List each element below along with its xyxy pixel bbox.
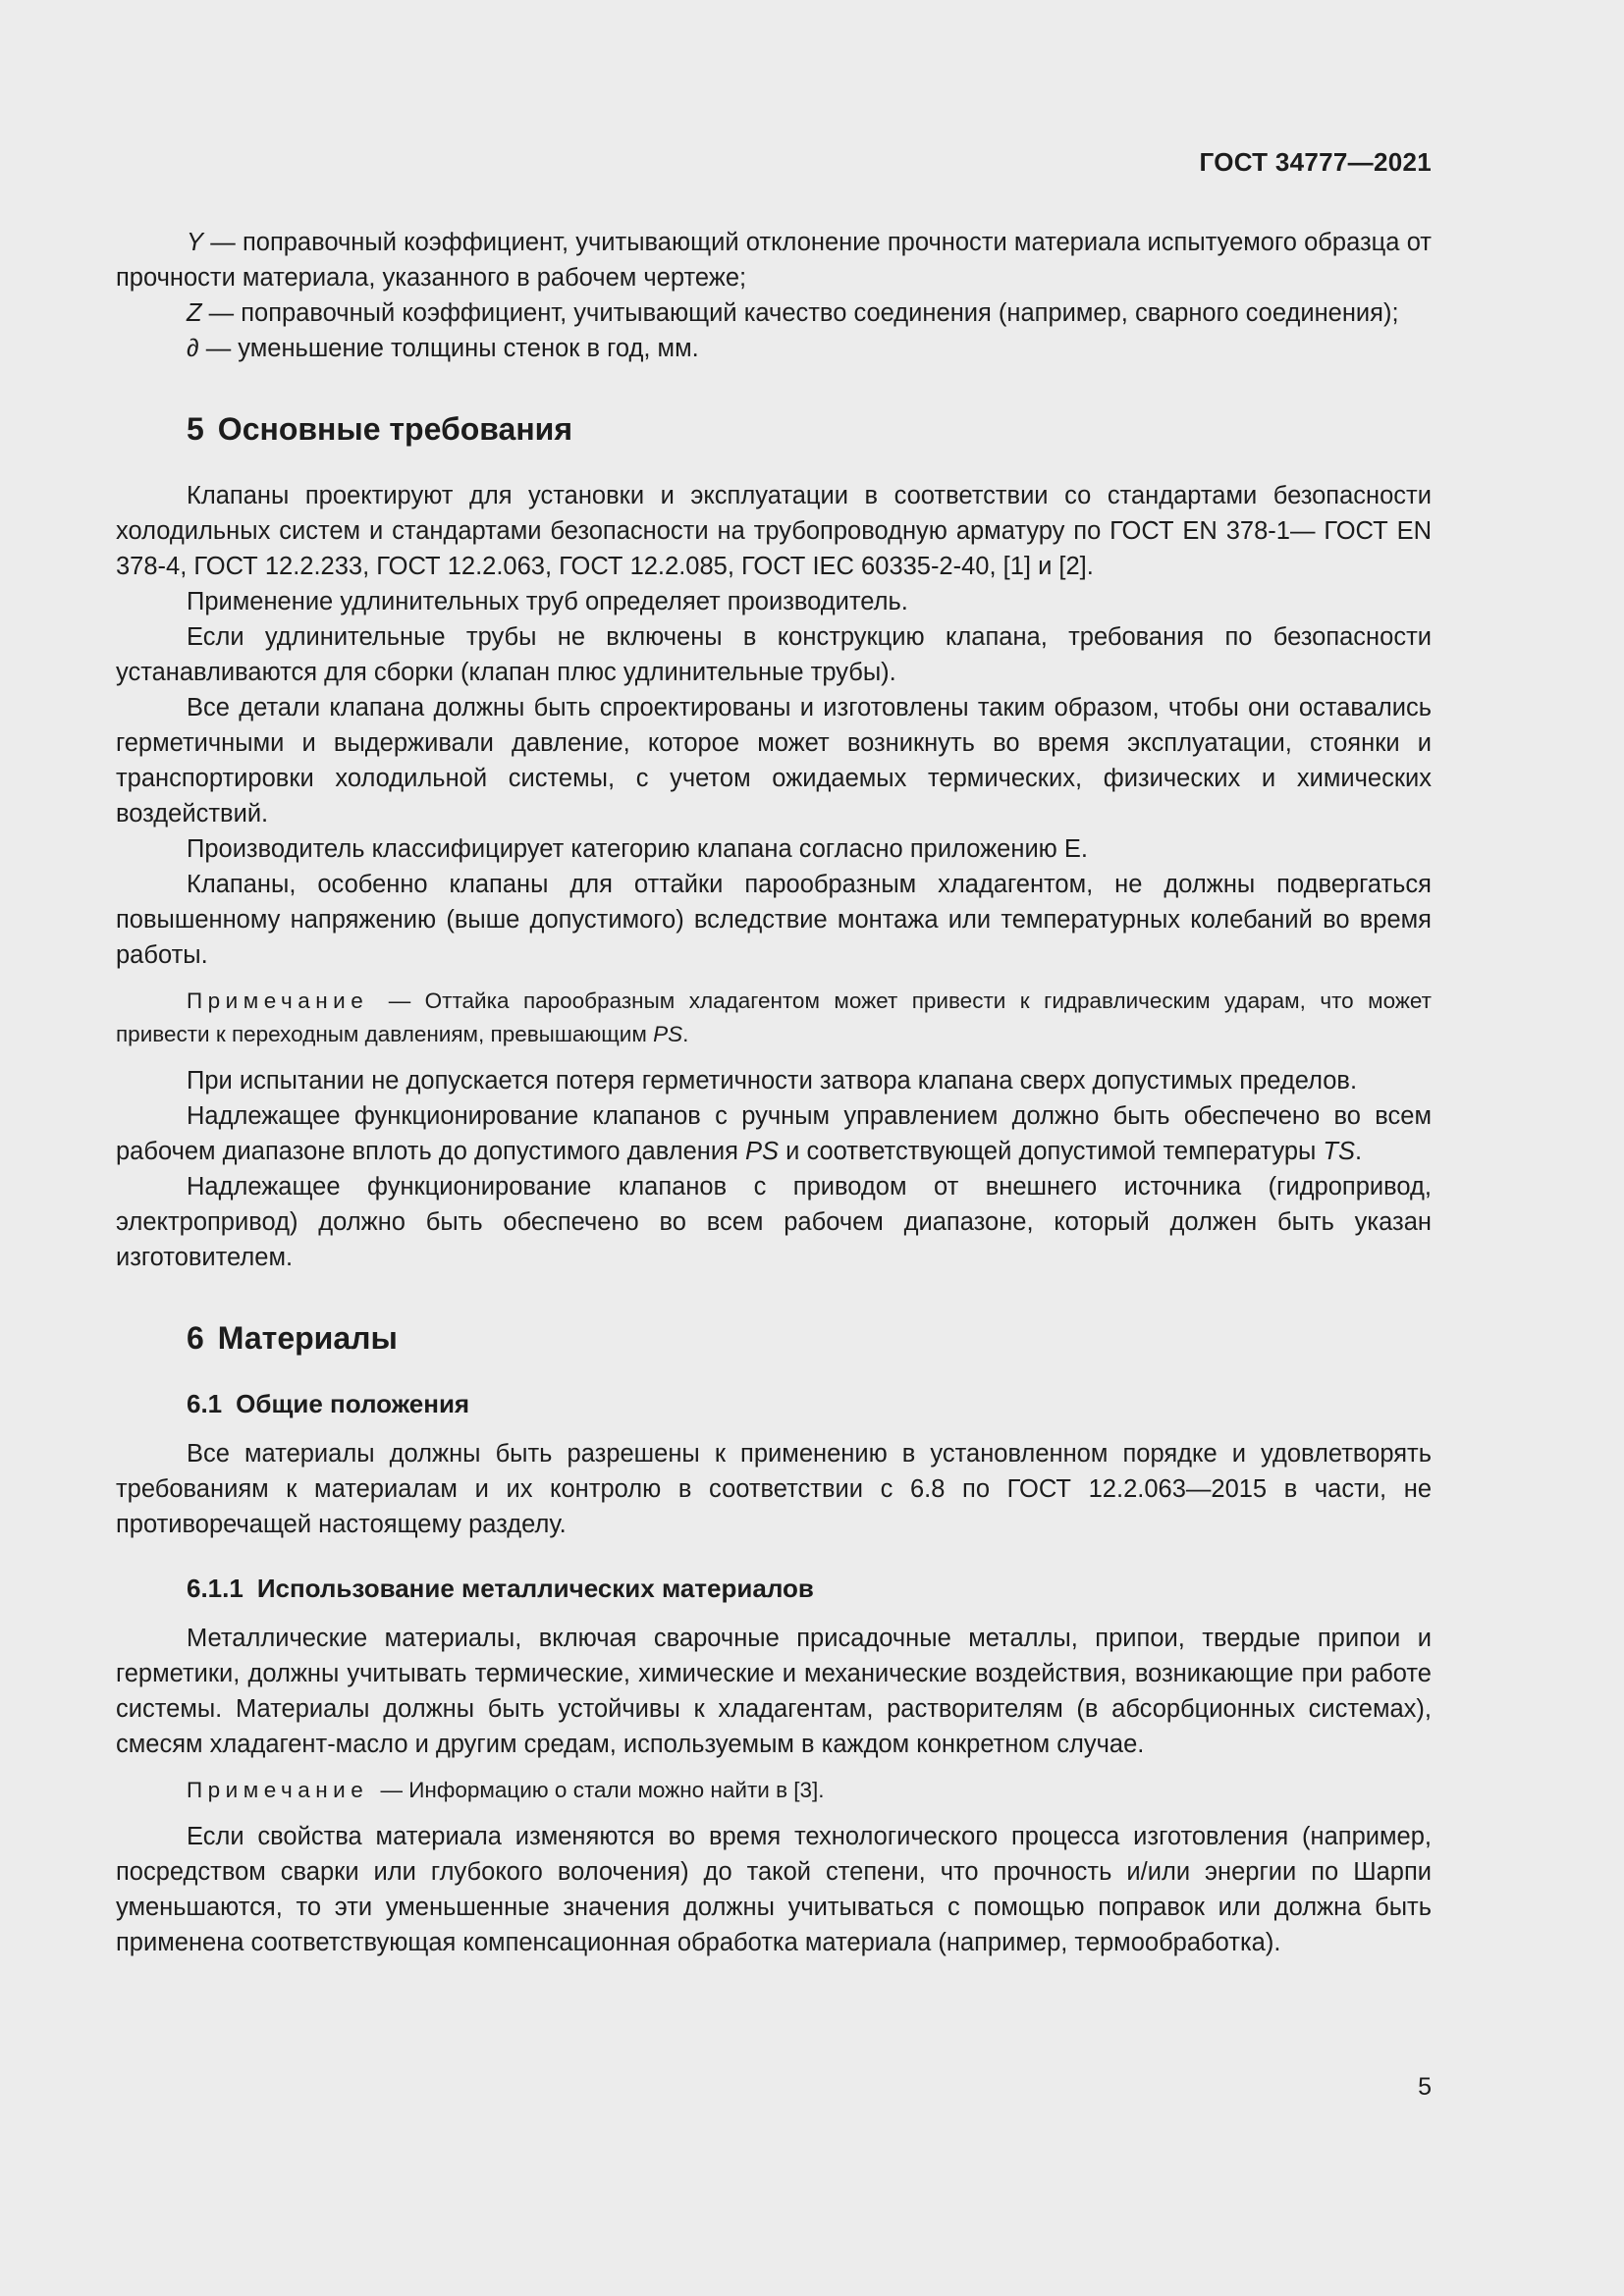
paragraph: Все детали клапана должны быть спроектированы и изготовлены таким образом, чтобы они оставались герметичными и выдерживали давление, которое может возникнуть во время эксплуатации, стоянки и транспортировки холодильной системы, с учетом ожидаемых термических, физических и химических воздействий.	[116, 694, 1432, 828]
symbol-d: ∂	[187, 335, 199, 362]
paragraph: Производитель классифицирует категорию клапана согласно приложению Е.	[187, 835, 1088, 863]
note: Примечание — Информацию о стали можно найти в [3].	[187, 1778, 825, 1802]
note-label: Примечание	[187, 988, 369, 1013]
paragraph: Если удлинительные трубы не включены в конструкцию клапана, требования по безопасности устанавливаются для сборки (клапан плюс удлинительные трубы).	[116, 623, 1432, 686]
paragraph: Надлежащее функционирование клапанов с приводом от внешнего источника (гидропривод, электропривод) должно быть обеспечено во всем рабочем диапазоне, который должен быть указан изготовителем.	[116, 1173, 1432, 1271]
section-6-heading: 6 Материалы	[187, 1320, 398, 1356]
paragraph: Клапаны проектируют для установки и эксплуатации в соответствии со стандартами безопасности холодильных систем и стандартами безопасности на трубопроводную арматуру по ГОСТ EN 378-1— ГОСТ EN 378-4, ГОСТ 12.2.233, ГОСТ 12.2.063, ГОСТ 12.2.085, ГОСТ IEC 60335-2-40, [1] и [2].	[116, 482, 1432, 580]
paragraph: Все материалы должны быть разрешены к применению в установленном порядке и удовлетворять требованиям к материалам и их контролю в соответствии с 6.8 по ГОСТ 12.2.063—2015 в части, не противоречащей настоящему разделу.	[116, 1440, 1432, 1538]
definition-d: ∂ — уменьшение толщины стенок в год, мм.	[187, 335, 699, 362]
paragraph: Применение удлинительных труб определяет производитель.	[187, 588, 908, 615]
page-content	[116, 225, 1432, 1960]
note: Примечание — Оттайка парообразным хладагентом может привести к гидравлическим ударам, что может привести к переходным давлениям, превышающим PS.	[116, 988, 1432, 1046]
paragraph: При испытании не допускается потеря герметичности затвора клапана сверх допустимых пределов.	[187, 1067, 1358, 1095]
paragraph: Металлические материалы, включая сварочные присадочные металлы, припои, твердые припои и герметики, должны учитывать термические, химические и механические воздействия, возникающие при работе системы. Материалы должны быть устойчивы к хладагентам, растворителям (в абсорбционных системах), смесям хладагент-масло и другим средам, используемым в каждом конкретном случае.	[116, 1625, 1432, 1758]
section-6-1-1-heading: 6.1.1 Использование металлических материалов	[187, 1574, 814, 1603]
definition-y: Y — поправочный коэффициент, учитывающий отклонение прочности материала испытуемого образца от прочности материала, указанного в рабочем чертеже;	[116, 229, 1432, 292]
paragraph: Надлежащее функционирование клапанов с ручным управлением должно быть обеспечено во всем рабочем диапазоне вплоть до допустимого давления PS и соответствующей допустимой температуры TS.	[116, 1102, 1432, 1165]
section-5-heading: 5 Основные требования	[187, 411, 572, 447]
section-6-1-heading: 6.1 Общие положения	[187, 1389, 470, 1418]
document-page	[116, 0, 1432, 2296]
definition-z: Z — поправочный коэффициент, учитывающий качество соединения (например, сварного соединения);	[187, 299, 1399, 327]
note-label: Примечание	[187, 1778, 369, 1802]
page-number: 5	[1418, 2073, 1432, 2101]
paragraph: Если свойства материала изменяются во время технологического процесса изготовления (например, посредством сварки или глубокого волочения) до такой степени, что прочность и/или энергии по Шарпи уменьшаются, то эти уменьшенные значения должны учитываться с помощью поправок или должна быть применена соответствующая компенсационная обработка материала (например, термообработка).	[116, 1823, 1432, 1956]
paragraph: Клапаны, особенно клапаны для оттайки парообразным хладагентом, не должны подвергаться повышенному напряжению (выше допустимого) вследствие монтажа или температурных колебаний во время работы.	[116, 871, 1432, 969]
symbol-z: Z	[187, 299, 202, 327]
document-id: ГОСТ 34777—2021	[1199, 147, 1432, 177]
symbol-y: Y	[187, 229, 204, 256]
